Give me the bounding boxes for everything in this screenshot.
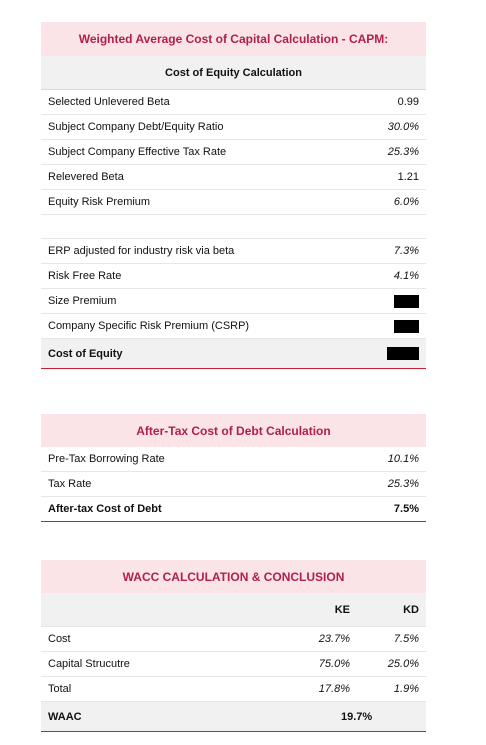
cost-of-equity-row bbox=[41, 339, 426, 369]
ke-value: 23.7% bbox=[318, 633, 350, 645]
row-label: Capital Strucutre bbox=[48, 658, 130, 670]
cost-of-equity-section bbox=[41, 22, 426, 369]
main-title: Weighted Average Cost of Capital Calculation - CAPM: bbox=[41, 22, 426, 56]
row-label: Company Specific Risk Premium (CSRP) bbox=[48, 320, 250, 332]
waac-result-row bbox=[41, 702, 426, 732]
row-value: 7.3% bbox=[393, 245, 419, 257]
table-row bbox=[41, 190, 426, 215]
row-label: Total bbox=[48, 683, 72, 695]
row-label: Cost bbox=[48, 633, 71, 645]
row-label: Relevered Beta bbox=[48, 171, 124, 183]
after-tax-cost-of-debt-row bbox=[41, 497, 426, 522]
table-row bbox=[41, 314, 426, 339]
wacc-section bbox=[41, 560, 426, 732]
redacted-value bbox=[394, 295, 419, 308]
redacted-value bbox=[394, 320, 419, 333]
table-row bbox=[41, 447, 426, 472]
row-label: Equity Risk Premium bbox=[48, 196, 151, 208]
row-label: ERP adjusted for industry risk via beta bbox=[48, 245, 235, 257]
column-header-ke: KE bbox=[334, 603, 350, 616]
column-header-kd: KD bbox=[403, 603, 419, 616]
kd-value: 7.5% bbox=[393, 633, 419, 645]
row-label: Selected Unlevered Beta bbox=[48, 96, 170, 108]
row-value: 6.0% bbox=[393, 196, 419, 208]
kd-value: 25.0% bbox=[387, 658, 419, 670]
row-label: Subject Company Debt/Equity Ratio bbox=[48, 121, 224, 133]
table-row bbox=[41, 627, 426, 652]
table-row bbox=[41, 472, 426, 497]
row-value: 25.3% bbox=[387, 478, 419, 490]
table-row bbox=[41, 165, 426, 190]
row-value: 30.0% bbox=[387, 121, 419, 133]
table-row bbox=[41, 140, 426, 165]
ke-value: 75.0% bbox=[318, 658, 350, 670]
row-label: Cost of Equity bbox=[48, 347, 123, 360]
row-value: 4.1% bbox=[393, 270, 419, 282]
row-value: 0.99 bbox=[397, 96, 419, 108]
ke-value: 17.8% bbox=[318, 683, 350, 695]
table-row bbox=[41, 239, 426, 264]
row-value: 1.21 bbox=[397, 171, 419, 183]
waac-value: 19.7% bbox=[341, 710, 373, 723]
row-value: 25.3% bbox=[387, 146, 419, 158]
table-row bbox=[41, 115, 426, 140]
cost-of-debt-section bbox=[41, 414, 426, 522]
table-row bbox=[41, 289, 426, 314]
row-label: Subject Company Effective Tax Rate bbox=[48, 146, 227, 158]
row-label: Size Premium bbox=[48, 295, 117, 307]
kd-value: 1.9% bbox=[393, 683, 419, 695]
row-label: After-tax Cost of Debt bbox=[48, 503, 162, 515]
row-value: 7.5% bbox=[393, 503, 419, 515]
equity-header: Cost of Equity Calculation bbox=[41, 56, 426, 90]
row-label: Tax Rate bbox=[48, 478, 92, 490]
row-value: 10.1% bbox=[387, 453, 419, 465]
debt-header: After-Tax Cost of Debt Calculation bbox=[41, 414, 426, 447]
wacc-column-headers bbox=[41, 593, 426, 627]
table-row bbox=[41, 264, 426, 289]
table-row bbox=[41, 677, 426, 702]
redacted-value bbox=[387, 347, 419, 360]
row-label: Risk Free Rate bbox=[48, 270, 122, 282]
table-row bbox=[41, 652, 426, 677]
table-row bbox=[41, 90, 426, 115]
row-spacer bbox=[41, 215, 426, 239]
row-label: WAAC bbox=[48, 710, 82, 723]
wacc-header: WACC CALCULATION & CONCLUSION bbox=[41, 560, 426, 593]
row-label: Pre-Tax Borrowing Rate bbox=[48, 453, 165, 465]
